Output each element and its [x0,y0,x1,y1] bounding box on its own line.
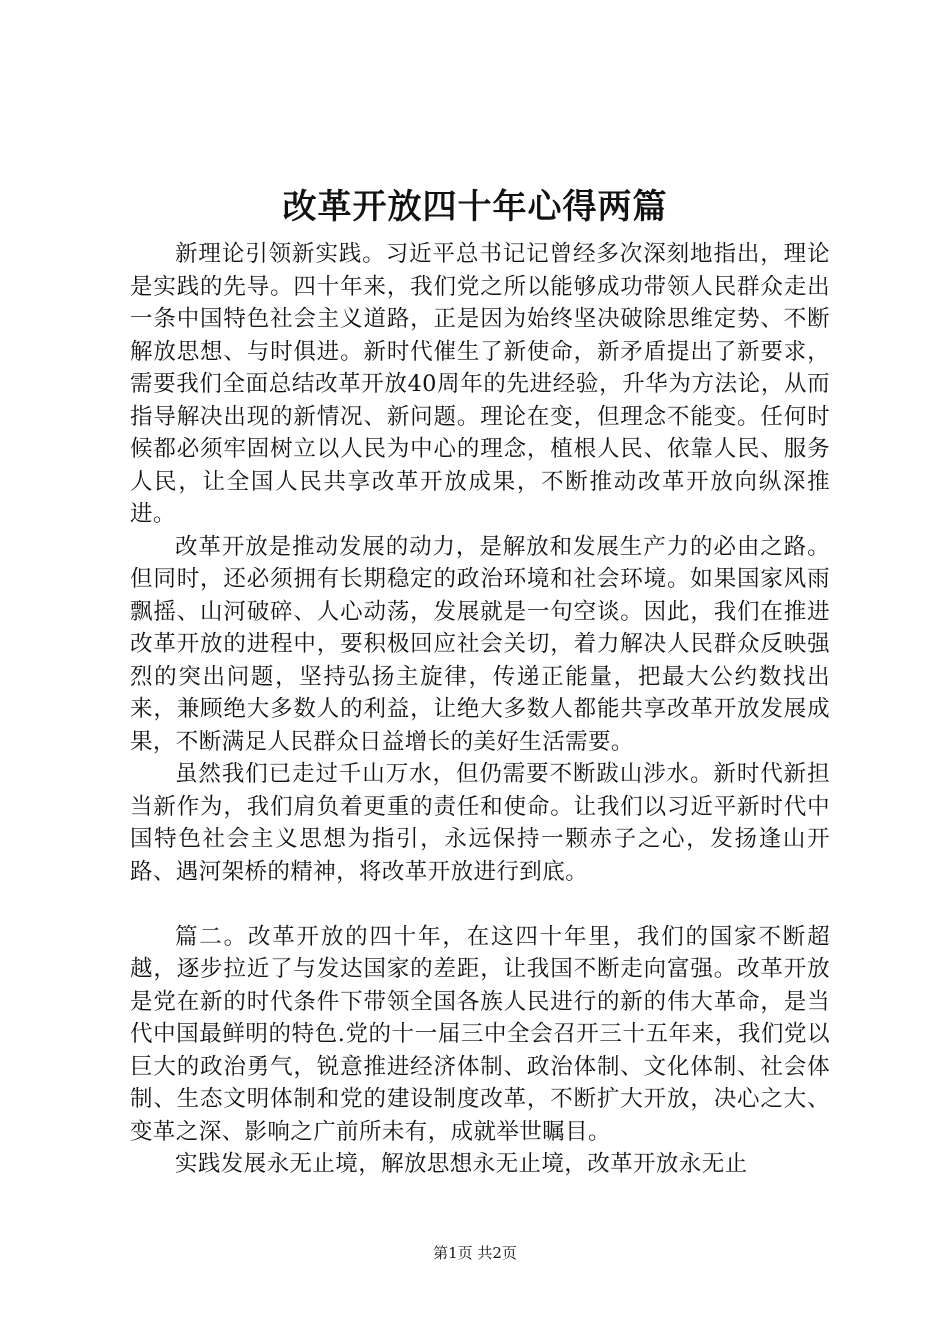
document-title: 改革开放四十年心得两篇 [282,187,668,227]
document-body [130,238,830,1181]
paragraph-1: 新理论引领新实践。习近平总书记记曾经多次深刻地指出，理论是实践的先导。四十年来，我们党之所以能够成功带领人民群众走出一条中国特色社会主义道路，正是因为始终坚决破除思维定势、不断解放思想、与时俱进。新时代催生了新使命，新矛盾提出了新要求，需要我们全面总结改革开放40周年的先进经验，升华为方法论，从而指导解决出现的新情况、新问题。理论在变，但理念不能变。任何时候都必须牢固树立以人民为中心的理念，植根人民、依靠人民、服务人民，让全国人民共享改革开放成果，不断推动改革开放向纵深推进。 [130,241,830,527]
page-number-footer: 第1页 共2页 [433,1244,517,1262]
paragraph-3: 虽然我们已走过千山万水，但仍需要不断跋山涉水。新时代新担当新作为，我们肩负着更重的责任和使命。让我们以习近平新时代中国特色社会主义思想为指引，永远保持一颗赤子之心，发扬逢山开路、遇河架桥的精神，将改革开放进行到底。 [130,761,830,885]
section-spacer [130,888,830,921]
paragraph-4: 篇二。改革开放的四十年，在这四十年里，我们的国家不断超越，逐步拉近了与发达国家的差距，让我国不断走向富强。改革开放是党在新的时代条件下带领全国各族人民进行的新的伟大革命，是当代中国最鲜明的特色.党的十一届三中全会召开三十五年来，我们党以巨大的政治勇气，锐意推进经济体制、政治体制、文化体制、社会体制、生态文明体制和党的建设制度改革，不断扩大开放，决心之大、变革之深、影响之广前所未有，成就举世瞩目。 [130,923,830,1145]
paragraph-2: 改革开放是推动发展的动力，是解放和发展生产力的必由之路。但同时，还必须拥有长期稳定的政治环境和社会环境。如果国家风雨飘摇、山河破碎、人心动荡，发展就是一句空谈。因此，我们在推进改革开放的进程中，要积极回应社会关切，着力解决人民群众反映强烈的突出问题，坚持弘扬主旋律，传递正能量，把最大公约数找出来，兼顾绝大多数人的利益，让绝大多数人都能共享改革开放发展成果，不断满足人民群众日益增长的美好生活需要。 [130,533,830,755]
paragraph-5: 实践发展永无止境，解放思想永无止境，改革开放永无止 [175,1151,748,1177]
